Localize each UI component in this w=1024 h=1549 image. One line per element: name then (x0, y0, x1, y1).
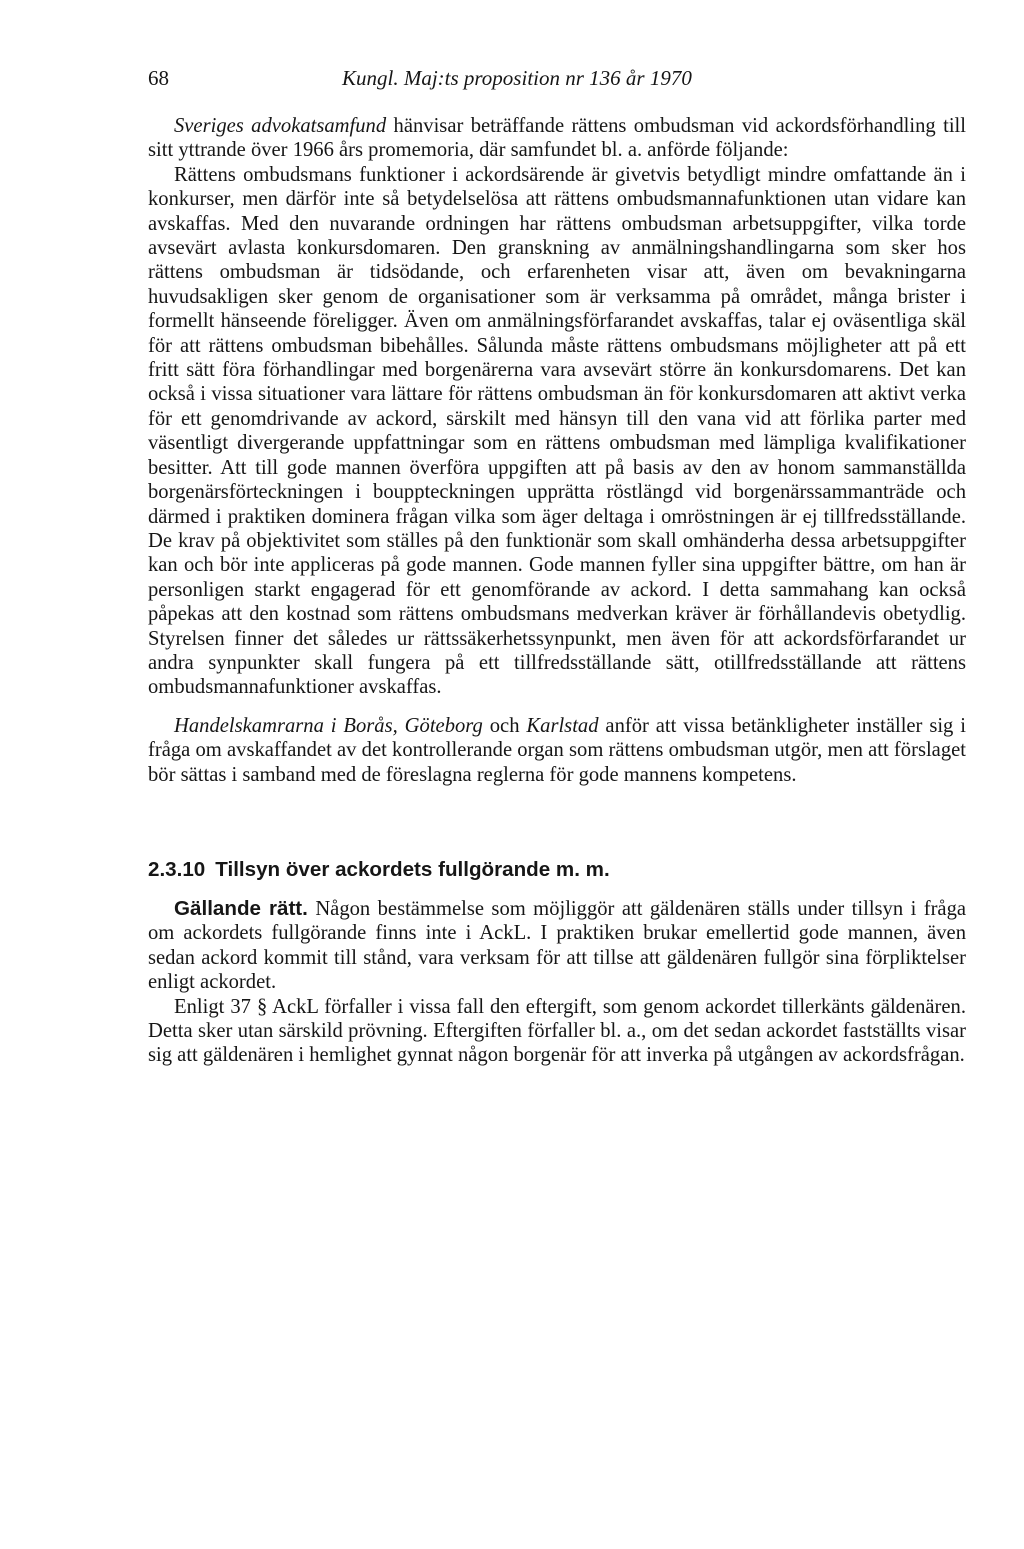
document-page (148, 62, 966, 1068)
running-head-title: Kungl. Maj:ts proposition nr 136 år 1970 (342, 66, 692, 90)
paragraph-text: Någon bestämmelse som möjliggör att gäldenären ställs under tillsyn i fråga om ackordets fullgörande finns inte i AckL. I praktiken brukar emellertid gode mannen, även sedan ackord kommit till stånd, vara verksam för att tillse att gäldenären fullgör sina förpliktelser enligt ackordet. (148, 897, 967, 994)
paragraph-advokatsamfund (148, 114, 966, 163)
connector-text: och (482, 714, 527, 737)
paragraph-quoted-statement (148, 163, 966, 700)
paragraph-handelskamrarna (148, 714, 966, 787)
section-title: Tillsyn över ackordets fullgörande m. m. (215, 857, 610, 881)
section-heading (148, 857, 966, 883)
paragraph-text: anför att vissa betänkligheter inställer sig i fråga om avskaffandet av det kontrollerande organ som rättens ombudsman utgör, men att förslaget bör sättas i samband med de föreslagna reglerna för gode mannens kompetens. (148, 714, 966, 786)
paragraph-text: Rättens ombudsmans funktioner i ackordsärende är givetvis betydligt mindre omfattande än i konkurser, men därför inte så betydelselösa att rättens ombudsmannafunktionen utan vidare kan avskaffas. Med den nuvarande ordningen har rättens ombudsman arbetsuppgifter, vilka torde avsevärt avlasta konkursdomaren. Den granskning av anmälningshandlingarna som sker hos rättens ombudsman är tidsödande, och erfarenheten visar att, även om bevakningarna huvudsakligen sker genom de organisationer som är verksamma på området, många brister i formellt hänseende föreligger. Även om anmälningsförfarandet avskaffas, talar ej oväsentliga skäl för att rättens ombudsman bibehålles. Sålunda måste rättens ombudsmans möjligheter att på ett fritt sätt föra förhandlingar med borgenärerna vara avsevärt större än konkursdomarens. Det kan också i vissa situationer vara lättare för rättens ombudsman än för konkursdomaren att aktivt verka för ett genomdrivande av ackord, särskilt med hänsyn till den vana vid att förlika parter med väsentligt divergerande uppfattningar som en rättens ombudsman med lämpliga kvalifikationer besitter. Att till gode mannen överföra uppgiften att på basis av den av honom sammanställda borgenärsförteckningen i bouppteckningen upprätta röstlängd vid borgenärssammanträde och därmed i praktiken dominera frågan vilka som äger deltaga i omröstningen är ej tillfredsställande. De krav på objektivitet som ställes på den funktionär som skall omhänderha dessa arbetsuppgifter kan och bör inte appliceras på gode mannen. Gode mannen fyller sina uppgifter bättre, om han är personligen starkt engagerad för ett genomförande av ackord. I detta sammahang kan också påpekas att den kostnad som rättens ombudsmans medverkan kräver är förhållandevis obetydlig. Styrelsen finner det således ur rättssäkerhetssynpunkt, men även för att ackordsförfarandet ur andra synpunkter skall fungera på ett tillfredsställande sätt, otillfredsställande att rättens ombudsmannafunktioner avskaffas. (148, 163, 966, 699)
organization-name: Handelskamrarna i Borås, Göteborg (174, 714, 483, 737)
organization-name: Sveriges advokatsamfund (174, 115, 387, 137)
paragraph-text: Enligt 37 § AckL förfaller i vissa fall den eftergift, som genom ackordet tillerkänts gäldenären. Detta sker utan särskild prövning. Eftergiften förfaller bl. a., om det sedan ackordet fastställts visar sig att gäldenären i hemlighet gynnat någon borgenär för att inverka på utgången av ackordsfrågan. (148, 995, 966, 1067)
running-head (148, 62, 966, 94)
section-number: 2.3.10 (148, 857, 206, 881)
lead-in-heading: Gällande rätt. (174, 896, 308, 920)
organization-name: Karlstad (526, 714, 599, 737)
paragraph-text: hänvisar beträffande rättens ombudsman vid ackordsförhandling till sitt yttrande över 1966 års promemoria, där samfundet bl. a. anförde följande: (148, 115, 966, 162)
paragraph-gallande-ratt (148, 897, 966, 995)
paragraph-37-ackl (148, 995, 966, 1068)
page-number: 68 (148, 66, 169, 90)
